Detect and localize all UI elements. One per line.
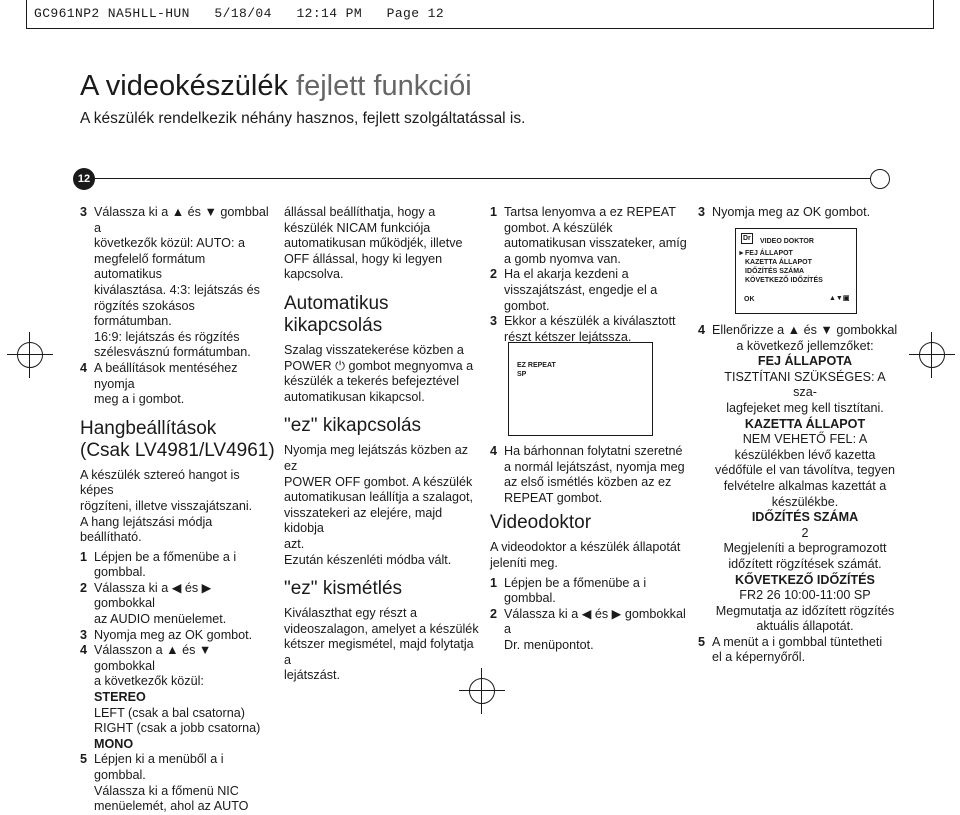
title-dark: A videokészülék (80, 70, 288, 102)
section-heading: "ez" kismétlés (284, 578, 403, 600)
registration-mark-left (17, 342, 43, 368)
list-item: 2 Ha el akarja kezdeni a visszajátszást, engedje el a gombot. (490, 267, 658, 313)
screen-text: EZ REPEAT (517, 362, 556, 369)
paragraph: Szalag visszatekerése közben a POWER ⏻ gombot megnyomva a készülék a tekerés befejeztével automatikusan kikapcsol. (284, 342, 474, 404)
list-item: 3 Nyomja meg az OK gombot. (80, 627, 253, 642)
screen-title: VIDEO DOKTOR (760, 238, 814, 245)
column-4-lower (698, 323, 898, 666)
screen-ok: OK (744, 296, 755, 303)
column-3 (490, 205, 690, 345)
list-item: 2 Válassza ki a ◀ és ▶ gombokkal az AUDIO menüelemet. (80, 580, 227, 627)
paragraph: A videodoktor a készülék állapotát jeleníti meg. (490, 540, 681, 570)
list-item: 1 Lépjen be a főmenübe a i gombbal. (490, 575, 647, 606)
screen-menu-item: KAZETTA ÁLLAPOT (745, 259, 812, 266)
list-item: 1 Lépjen be a főmenübe a i gombbal. (80, 549, 237, 580)
column-1 (80, 205, 275, 815)
list-item: 3 Ekkor a készülék a kiválasztott részt kétszer lejátssza. (490, 314, 676, 344)
screen-menu-item: KÖVETKEZŐ IDŐZÍTÉS (745, 277, 823, 284)
screen-text: SP (517, 371, 527, 378)
page-title (80, 70, 472, 103)
paragraph: Kiválaszthat egy részt a videoszalagon, amelyet a készülék kétszer megismétel, majd folytatja a lejátszást. (284, 606, 479, 683)
screen-menu-item: FEJ ÁLLAPOT (745, 250, 793, 257)
header-slug: GC961NP2 NA5HLL-HUN 5/18/04 12:14 PM Page 12 (34, 6, 445, 21)
page-subtitle: A készülék rendelkezik néhány hasznos, fejlett szolgáltatással is. (80, 110, 526, 127)
list-item: 4 Válasszon a ▲ és ▼ gombokkal a következők közül: STEREO LEFT (csak a bal csatorna) RIGHT (csak a jobb csatorna) MONO (80, 643, 261, 751)
section-heading: Videodoktor (490, 512, 592, 534)
list-item: 4 Ha bárhonnan folytatni szeretné a normál lejátszást, nyomja meg az első ismétlés közben az ez REPEAT gombot. (490, 444, 685, 505)
title-light: fejlett funkciói (296, 70, 472, 102)
list-item: 5 Lépjen ki a menüből a i gombbal. Válassza ki a főmenü NIC menüelemét, ahol az AUTO (80, 752, 249, 814)
list-item: 1 Tartsa lenyomva a ez REPEAT gombot. A készülék automatikusan visszateker, amíg a gomb nyomva van. (490, 205, 687, 266)
section-rule (90, 178, 872, 179)
column-2 (284, 205, 479, 684)
section-heading: "ez" kikapcsolás (284, 415, 422, 437)
section-heading: Automatikus kikapcsolás (284, 292, 389, 336)
rule-end-circle (870, 169, 890, 189)
selection-arrow-icon: ► (738, 250, 745, 257)
page-number: 12 (73, 168, 95, 190)
list-item: 5 A menüt a i gombbal tüntetheti el a képernyőről. (698, 634, 883, 665)
list-item: 3 Válassza ki a ▲ és ▼ gombbal a következők közül: AUTO: a megfelelő formátum automatikus kiválasztása. 4:3: lejátszás és rögzítés szokásos formátumban. 16:9: lejátszás és rögzítés szélesvásznú formátumban. (80, 205, 269, 360)
tv-screen-video-doctor (735, 228, 857, 314)
paragraph: állással beállíthatja, hogy a készülék NICAM funkciója automatikusan működjék, illetve OFF állással, hogy ki legyen kapcsolva. (284, 205, 463, 282)
list-item: 4 A beállítások mentéséhez nyomja meg a i gombot. (80, 360, 238, 407)
section-heading: Hangbeállítások (Csak LV4981/LV4961) (80, 417, 275, 461)
list-item: 2 Válassza ki a ◀ és ▶ gombokkal a Dr. menüpontot. (490, 606, 686, 652)
tv-screen-repeat (508, 342, 653, 436)
paragraph: Nyomja meg lejátszás közben az ez POWER OFF gombot. A készülék automatikusan leállítja a szalagot, visszatekeri az elejére, majd kidobja azt. Ezután készenléti módba vált. (284, 443, 474, 567)
registration-mark-right (919, 342, 945, 368)
screen-menu-item: IDŐZÍTÉS SZÁMA (745, 268, 805, 275)
paragraph: A készülék sztereó hangot is képes rögzíteni, illetve visszajátszani. A hang lejátszási módja beállítható. (80, 467, 253, 545)
nav-icons: ▲▼▣ (829, 295, 850, 302)
tape-icon: Dr (743, 235, 751, 242)
column-4 (698, 205, 898, 221)
list-item: 3 Nyomja meg az OK gombot. (698, 205, 871, 219)
list-item: 4 Ellenőrizze a ▲ és ▼ gombokkal a következő jellemzőket: FEJ ÁLLAPOTA TISZTÍTANI SZÜKSÉGES: A sza- lagfejeket meg kell tisztítani. KAZETTA ÁLLAPOT NEM VEHETŐ FEL: A készülékben lévő kazetta védőfüle el van távolítva, tegyen felvételre alkalmas kazettát a készülékbe. IDŐZÍTÉS SZÁMA 2 Megjeleníti a beprogramozott időzített rögzítések számát. KŐVETKEZŐ IDŐZÍTÉS FR2 26 10:00-11:00 SP Megmutatja az időzített rögzítés aktuális állapotát. (698, 323, 898, 634)
column-3-lower (490, 444, 690, 654)
